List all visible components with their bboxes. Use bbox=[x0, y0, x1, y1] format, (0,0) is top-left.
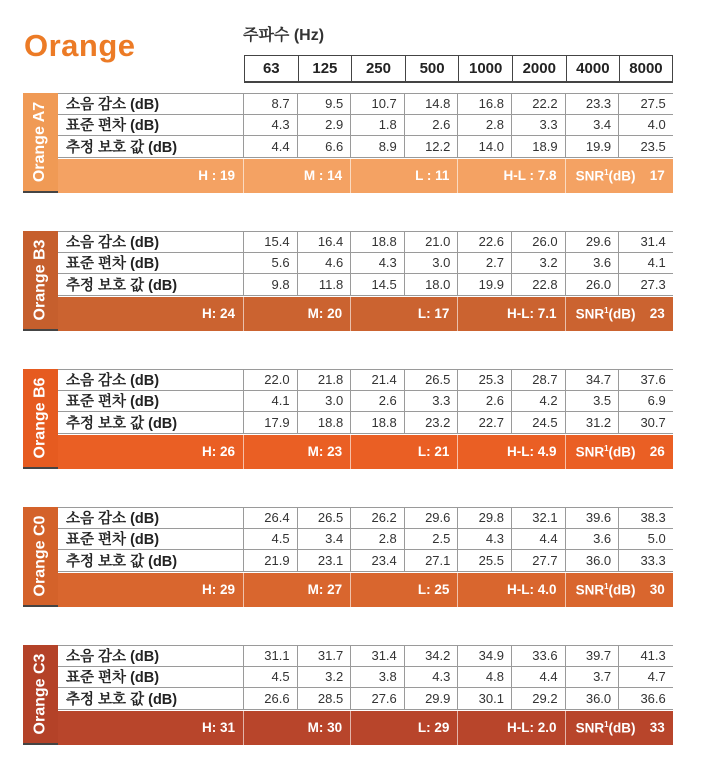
value-cell: 4.0 bbox=[647, 117, 666, 133]
measurement-rows bbox=[58, 645, 673, 710]
apv-row bbox=[58, 136, 673, 158]
attenuation-row bbox=[58, 507, 673, 529]
value-cell: 8.7 bbox=[244, 94, 298, 114]
std-dev-row bbox=[58, 115, 673, 137]
l-value: L : 11 bbox=[351, 159, 458, 194]
value-cell: 23.4 bbox=[351, 550, 405, 571]
value-cell: 4.1 bbox=[244, 391, 298, 412]
snr-label bbox=[576, 582, 636, 598]
measurement-rows bbox=[58, 93, 673, 158]
row-label: 표준 편차 (dB) bbox=[58, 529, 244, 550]
snr-unit: (dB) bbox=[608, 306, 636, 322]
m-value: M : 14 bbox=[244, 159, 351, 194]
value-cell: 2.9 bbox=[298, 115, 352, 136]
snr-footnote-mark: 1 bbox=[604, 444, 609, 453]
snr-cell bbox=[566, 435, 673, 470]
value-cell: 14.8 bbox=[405, 94, 459, 114]
value-cell: 38.3 bbox=[640, 510, 666, 526]
product-name: Orange B6 bbox=[31, 377, 49, 459]
snr-prefix: SNR bbox=[575, 720, 605, 736]
snr-value: 23 bbox=[649, 306, 665, 322]
summary-bar bbox=[58, 297, 673, 332]
l-value: L: 25 bbox=[351, 573, 458, 608]
value-cell: 3.3 bbox=[405, 391, 459, 412]
product-name: Orange C0 bbox=[31, 515, 49, 597]
value-cell: 34.2 bbox=[405, 646, 459, 666]
product-name-band bbox=[23, 645, 58, 743]
value-cell: 26.5 bbox=[405, 370, 459, 390]
row-label: 소음 감소 (dB) bbox=[58, 646, 244, 666]
value-cell: 27.6 bbox=[351, 688, 405, 709]
value-cell: 30.7 bbox=[640, 414, 666, 430]
row-label: 소음 감소 (dB) bbox=[58, 508, 244, 528]
frequency-header-cell: 4000 bbox=[566, 55, 620, 83]
value-cell: 3.8 bbox=[351, 667, 405, 688]
value-cell: 2.7 bbox=[458, 253, 512, 274]
frequency-header-cell: 125 bbox=[298, 55, 352, 83]
value-cell: 4.5 bbox=[244, 667, 298, 688]
product-block bbox=[23, 645, 673, 745]
value-cell: 3.2 bbox=[512, 253, 566, 274]
product-name: Orange A7 bbox=[31, 101, 49, 183]
value-cell: 25.5 bbox=[458, 550, 512, 571]
value-cell: 2.8 bbox=[458, 115, 512, 136]
value-cell: 14.5 bbox=[351, 274, 405, 295]
value-cell: 31.7 bbox=[298, 646, 352, 666]
value-cell: 27.1 bbox=[405, 550, 459, 571]
snr-footnote-mark: 1 bbox=[604, 168, 609, 177]
row-label: 추정 보호 값 (dB) bbox=[58, 136, 244, 157]
value-cell: 36.0 bbox=[566, 550, 620, 571]
row-label: 추정 보호 값 (dB) bbox=[58, 688, 244, 709]
value-cell: 3.5 bbox=[566, 391, 620, 412]
value-cell: 33.6 bbox=[512, 646, 566, 666]
value-cell: 27.5 bbox=[640, 96, 666, 112]
value-cell: 28.5 bbox=[298, 688, 352, 709]
value-cell: 3.3 bbox=[512, 115, 566, 136]
product-name-band bbox=[23, 93, 58, 191]
snr-value: 30 bbox=[649, 582, 665, 598]
value-cell: 4.3 bbox=[458, 529, 512, 550]
frequency-header-cell: 2000 bbox=[512, 55, 566, 83]
value-cell: 26.0 bbox=[512, 232, 566, 252]
value-cell: 29.8 bbox=[458, 508, 512, 528]
value-cell: 23.2 bbox=[405, 412, 459, 433]
value-cell: 30.1 bbox=[458, 688, 512, 709]
value-cell: 3.6 bbox=[566, 253, 620, 274]
value-cell: 41.3 bbox=[640, 648, 666, 664]
value-cell: 3.2 bbox=[298, 667, 352, 688]
h-value: H: 31 bbox=[58, 711, 244, 746]
value-cell: 2.6 bbox=[458, 391, 512, 412]
value-cell: 11.8 bbox=[298, 274, 352, 295]
snr-label bbox=[576, 168, 636, 184]
product-name-band bbox=[23, 231, 58, 329]
m-value: M: 30 bbox=[244, 711, 351, 746]
value-cell: 4.2 bbox=[512, 391, 566, 412]
value-cell: 31.2 bbox=[566, 412, 620, 433]
value-cell: 3.6 bbox=[566, 529, 620, 550]
frequency-header-cell: 1000 bbox=[458, 55, 512, 83]
summary-bar bbox=[58, 711, 673, 746]
value-cell: 9.5 bbox=[298, 94, 352, 114]
value-cell: 16.4 bbox=[298, 232, 352, 252]
value-cell: 9.8 bbox=[244, 274, 298, 295]
product-name: Orange B3 bbox=[31, 239, 49, 321]
value-cell: 4.3 bbox=[405, 667, 459, 688]
value-cell: 21.4 bbox=[351, 370, 405, 390]
value-cell: 4.1 bbox=[647, 255, 666, 271]
hl-value: H-L: 7.1 bbox=[458, 297, 565, 332]
row-label: 표준 편차 (dB) bbox=[58, 391, 244, 412]
snr-label bbox=[576, 720, 636, 736]
value-cell: 22.7 bbox=[458, 412, 512, 433]
snr-unit: (dB) bbox=[608, 720, 636, 736]
value-cell: 26.0 bbox=[566, 274, 620, 295]
hl-value: H-L : 7.8 bbox=[458, 159, 565, 194]
hl-value: H-L: 2.0 bbox=[458, 711, 565, 746]
value-cell: 34.9 bbox=[458, 646, 512, 666]
value-cell: 2.5 bbox=[405, 529, 459, 550]
value-cell: 4.3 bbox=[351, 253, 405, 274]
value-cell: 19.9 bbox=[566, 136, 620, 157]
value-cell: 2.8 bbox=[351, 529, 405, 550]
snr-unit: (dB) bbox=[608, 444, 636, 460]
snr-value: 33 bbox=[649, 720, 665, 736]
snr-prefix: SNR bbox=[575, 306, 605, 322]
snr-cell bbox=[566, 159, 673, 194]
product-name-band bbox=[23, 507, 58, 605]
value-cell: 29.2 bbox=[512, 688, 566, 709]
value-cell: 14.0 bbox=[458, 136, 512, 157]
measurement-rows bbox=[58, 369, 673, 434]
summary-bar bbox=[58, 159, 673, 194]
product-name: Orange C3 bbox=[31, 653, 49, 735]
row-label: 소음 감소 (dB) bbox=[58, 232, 244, 252]
product-block bbox=[23, 369, 673, 469]
snr-footnote-mark: 1 bbox=[604, 306, 609, 315]
row-label: 표준 편차 (dB) bbox=[58, 667, 244, 688]
summary-bar bbox=[58, 435, 673, 470]
value-cell: 22.2 bbox=[512, 94, 566, 114]
value-cell: 8.9 bbox=[351, 136, 405, 157]
value-cell: 5.0 bbox=[647, 531, 666, 547]
value-cell: 32.1 bbox=[512, 508, 566, 528]
value-cell: 34.7 bbox=[566, 370, 620, 390]
snr-prefix: SNR bbox=[575, 444, 605, 460]
value-cell: 31.4 bbox=[640, 234, 666, 250]
hl-value: H-L: 4.0 bbox=[458, 573, 565, 608]
snr-unit: (dB) bbox=[608, 582, 636, 598]
l-value: L: 21 bbox=[351, 435, 458, 470]
value-cell: 26.2 bbox=[351, 508, 405, 528]
value-cell: 16.8 bbox=[458, 94, 512, 114]
row-label: 소음 감소 (dB) bbox=[58, 94, 244, 114]
value-cell: 3.7 bbox=[566, 667, 620, 688]
frequency-caption: 주파수 (Hz) bbox=[243, 27, 325, 44]
snr-value: 26 bbox=[649, 444, 665, 460]
value-cell: 18.9 bbox=[512, 136, 566, 157]
apv-row bbox=[58, 688, 673, 710]
value-cell: 27.7 bbox=[512, 550, 566, 571]
m-value: M: 27 bbox=[244, 573, 351, 608]
value-cell: 6.6 bbox=[298, 136, 352, 157]
value-cell: 10.7 bbox=[351, 94, 405, 114]
value-cell: 33.3 bbox=[640, 552, 666, 568]
value-cell: 24.5 bbox=[512, 412, 566, 433]
h-value: H : 19 bbox=[58, 159, 244, 194]
frequency-header-cell: 500 bbox=[405, 55, 459, 83]
h-value: H: 24 bbox=[58, 297, 244, 332]
snr-cell bbox=[566, 573, 673, 608]
snr-prefix: SNR bbox=[575, 168, 605, 184]
value-cell: 22.8 bbox=[512, 274, 566, 295]
value-cell: 29.6 bbox=[405, 508, 459, 528]
measurement-rows bbox=[58, 231, 673, 296]
l-value: L: 17 bbox=[351, 297, 458, 332]
m-value: M: 20 bbox=[244, 297, 351, 332]
m-value: M: 23 bbox=[244, 435, 351, 470]
value-cell: 37.6 bbox=[640, 372, 666, 388]
value-cell: 18.8 bbox=[351, 232, 405, 252]
l-value: L: 29 bbox=[351, 711, 458, 746]
value-cell: 36.0 bbox=[566, 688, 620, 709]
value-cell: 21.9 bbox=[244, 550, 298, 571]
value-cell: 4.7 bbox=[647, 669, 666, 685]
value-cell: 23.5 bbox=[640, 138, 666, 154]
value-cell: 3.4 bbox=[298, 529, 352, 550]
value-cell: 26.5 bbox=[298, 508, 352, 528]
snr-cell bbox=[566, 711, 673, 746]
brand-title: Orange bbox=[24, 28, 136, 63]
value-cell: 15.4 bbox=[244, 232, 298, 252]
attenuation-row bbox=[58, 93, 673, 115]
value-cell: 26.6 bbox=[244, 688, 298, 709]
snr-footnote-mark: 1 bbox=[604, 582, 609, 591]
apv-row bbox=[58, 274, 673, 296]
std-dev-row bbox=[58, 391, 673, 413]
value-cell: 27.3 bbox=[640, 276, 666, 292]
value-cell: 19.9 bbox=[458, 274, 512, 295]
apv-row bbox=[58, 412, 673, 434]
value-cell: 22.0 bbox=[244, 370, 298, 390]
std-dev-row bbox=[58, 529, 673, 551]
row-label: 표준 편차 (dB) bbox=[58, 115, 244, 136]
value-cell: 4.4 bbox=[512, 529, 566, 550]
value-cell: 3.4 bbox=[566, 115, 620, 136]
value-cell: 18.8 bbox=[298, 412, 352, 433]
value-cell: 18.0 bbox=[405, 274, 459, 295]
frequency-header-cell: 63 bbox=[244, 55, 298, 83]
frequency-header-cell: 250 bbox=[351, 55, 405, 83]
value-cell: 1.8 bbox=[351, 115, 405, 136]
std-dev-row bbox=[58, 253, 673, 275]
value-cell: 31.1 bbox=[244, 646, 298, 666]
value-cell: 4.6 bbox=[298, 253, 352, 274]
value-cell: 21.0 bbox=[405, 232, 459, 252]
value-cell: 23.1 bbox=[298, 550, 352, 571]
frequency-header-row bbox=[244, 55, 673, 83]
value-cell: 4.3 bbox=[244, 115, 298, 136]
value-cell: 3.0 bbox=[405, 253, 459, 274]
value-cell: 4.5 bbox=[244, 529, 298, 550]
value-cell: 12.2 bbox=[405, 136, 459, 157]
h-value: H: 26 bbox=[58, 435, 244, 470]
value-cell: 39.7 bbox=[566, 646, 620, 666]
product-block bbox=[23, 93, 673, 193]
measurement-rows bbox=[58, 507, 673, 572]
value-cell: 25.3 bbox=[458, 370, 512, 390]
value-cell: 36.6 bbox=[640, 690, 666, 706]
apv-row bbox=[58, 550, 673, 572]
hl-value: H-L: 4.9 bbox=[458, 435, 565, 470]
snr-value: 17 bbox=[649, 168, 665, 184]
snr-cell bbox=[566, 297, 673, 332]
value-cell: 29.9 bbox=[405, 688, 459, 709]
value-cell: 3.0 bbox=[298, 391, 352, 412]
value-cell: 29.6 bbox=[566, 232, 620, 252]
attenuation-row bbox=[58, 369, 673, 391]
row-label: 추정 보호 값 (dB) bbox=[58, 550, 244, 571]
row-label: 표준 편차 (dB) bbox=[58, 253, 244, 274]
product-block bbox=[23, 231, 673, 331]
value-cell: 2.6 bbox=[405, 115, 459, 136]
value-cell: 28.7 bbox=[512, 370, 566, 390]
row-label: 추정 보호 값 (dB) bbox=[58, 274, 244, 295]
row-label: 추정 보호 값 (dB) bbox=[58, 412, 244, 433]
product-name-band bbox=[23, 369, 58, 467]
value-cell: 31.4 bbox=[351, 646, 405, 666]
value-cell: 4.8 bbox=[458, 667, 512, 688]
std-dev-row bbox=[58, 667, 673, 689]
attenuation-row bbox=[58, 231, 673, 253]
value-cell: 5.6 bbox=[244, 253, 298, 274]
value-cell: 21.8 bbox=[298, 370, 352, 390]
value-cell: 4.4 bbox=[244, 136, 298, 157]
value-cell: 26.4 bbox=[244, 508, 298, 528]
frequency-header-cell: 8000 bbox=[619, 55, 673, 83]
value-cell: 23.3 bbox=[566, 94, 620, 114]
value-cell: 17.9 bbox=[244, 412, 298, 433]
value-cell: 6.9 bbox=[647, 393, 666, 409]
snr-prefix: SNR bbox=[575, 582, 605, 598]
snr-unit: (dB) bbox=[608, 168, 636, 184]
row-label: 소음 감소 (dB) bbox=[58, 370, 244, 390]
value-cell: 2.6 bbox=[351, 391, 405, 412]
summary-bar bbox=[58, 573, 673, 608]
value-cell: 4.4 bbox=[512, 667, 566, 688]
product-block bbox=[23, 507, 673, 607]
snr-label bbox=[576, 306, 636, 322]
value-cell: 39.6 bbox=[566, 508, 620, 528]
snr-footnote-mark: 1 bbox=[604, 720, 609, 729]
value-cell: 18.8 bbox=[351, 412, 405, 433]
value-cell: 22.6 bbox=[458, 232, 512, 252]
attenuation-row bbox=[58, 645, 673, 667]
snr-label bbox=[576, 444, 636, 460]
h-value: H: 29 bbox=[58, 573, 244, 608]
